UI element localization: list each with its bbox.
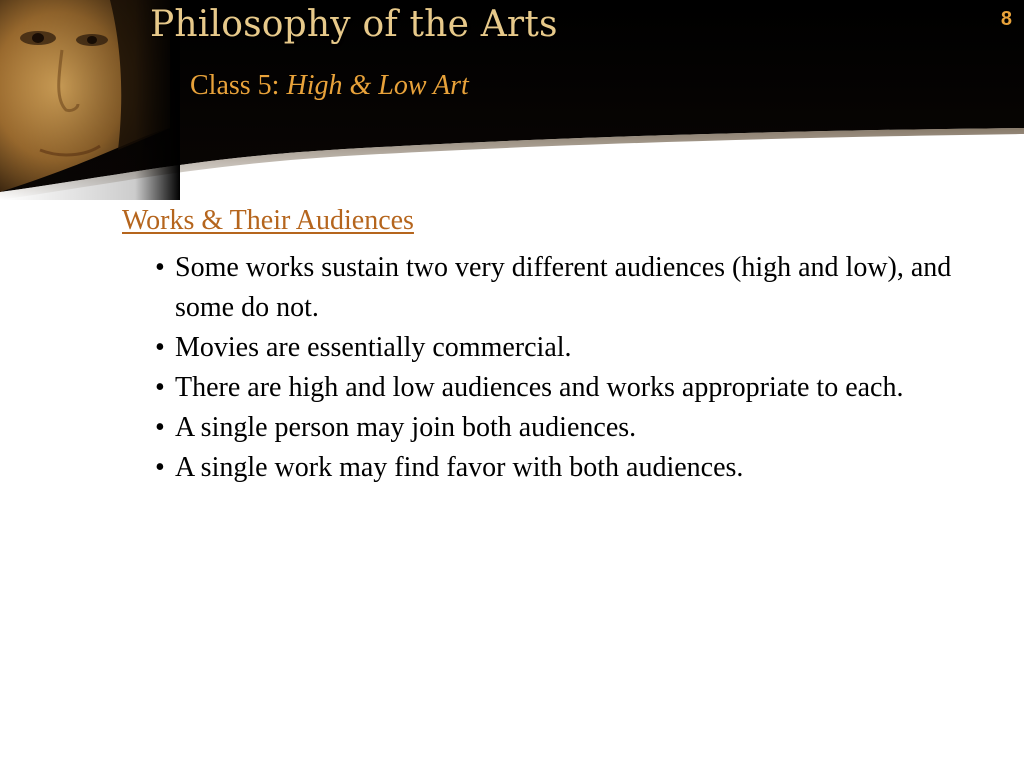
- class-label: Class 5:: [190, 70, 280, 101]
- bullet-dot: •: [155, 452, 165, 483]
- bullet-item: [155, 248, 1005, 328]
- bullet-text: Movies are essentially commercial.: [175, 332, 572, 363]
- series-title: Philosophy of the Arts: [150, 4, 558, 45]
- bullet-dot: •: [155, 412, 165, 443]
- bullet-text: A single work may find favor with both audiences.: [175, 452, 744, 483]
- bullet-dot: •: [155, 252, 165, 283]
- bullet-item: [155, 368, 1005, 408]
- bullet-item: [155, 328, 1005, 368]
- class-topic: High & Low Art: [286, 70, 469, 101]
- header-band: [0, 0, 1024, 200]
- class-title: [190, 70, 469, 102]
- section-heading: Works & Their Audiences: [122, 205, 414, 236]
- bullet-text: Some works sustain two very different audiences (high and low), and some do not.: [175, 252, 952, 323]
- slide-number: 8: [1000, 8, 1012, 30]
- bullet-text: A single person may join both audiences.: [175, 412, 637, 443]
- bullet-dot: •: [155, 332, 165, 363]
- bullet-dot: •: [155, 372, 165, 403]
- bullet-item: [155, 408, 1005, 448]
- bullet-list: [155, 248, 1005, 488]
- bullet-item: [155, 448, 1005, 488]
- bullet-text: There are high and low audiences and works appropriate to each.: [175, 372, 904, 403]
